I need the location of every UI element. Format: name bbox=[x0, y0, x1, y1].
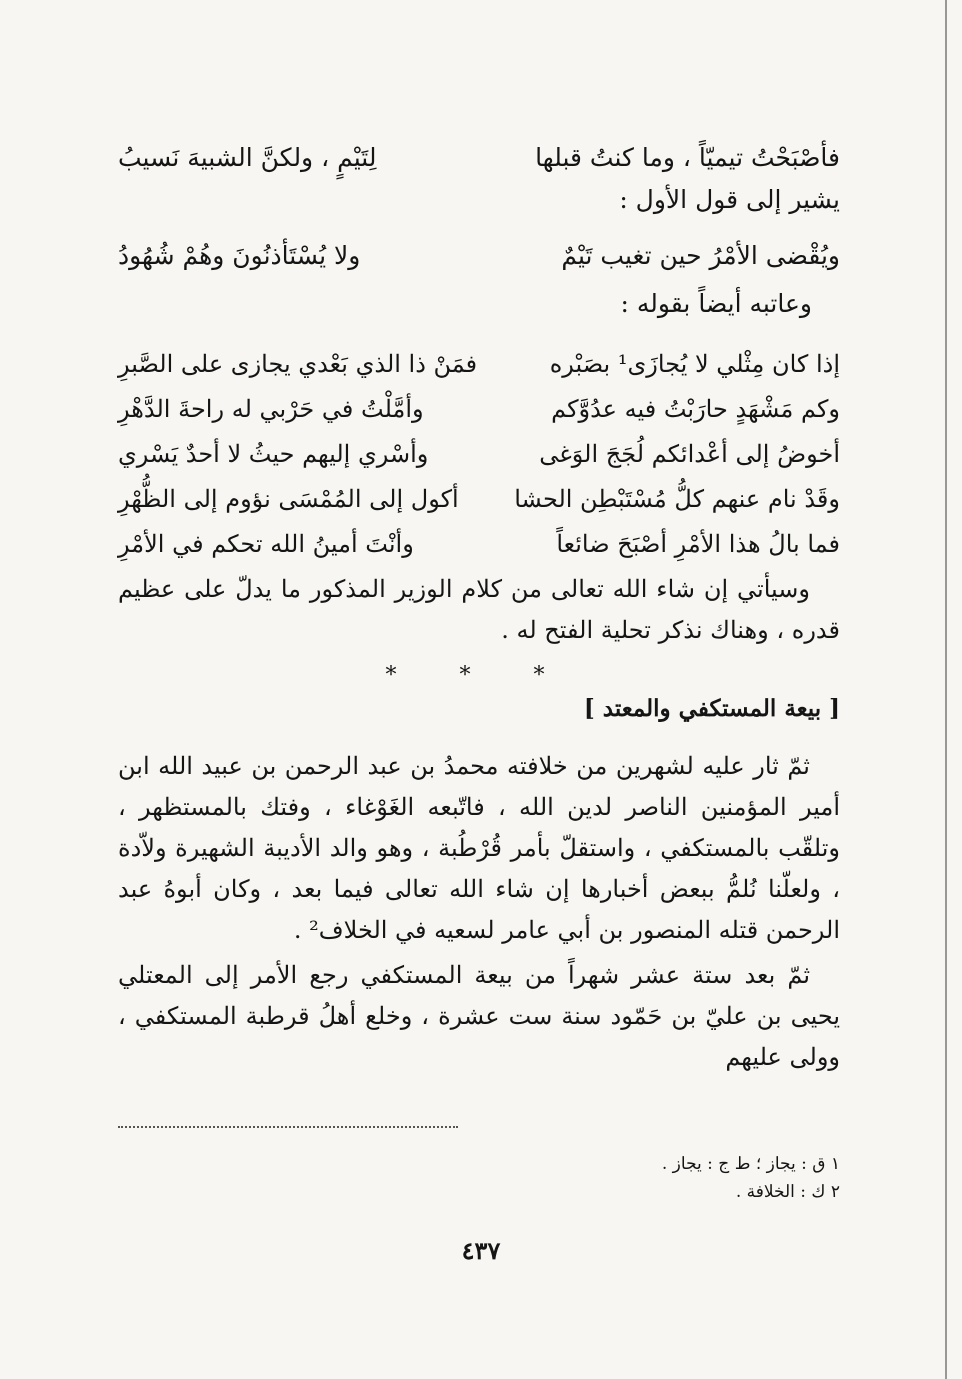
hemistich-left: وأمَّلْتُ في حَرْبي له راحةَ الدَّهْرِ bbox=[118, 395, 424, 423]
verse-top bbox=[118, 138, 840, 178]
hemistich-right: إذا كان مِثْلي لا يُجازَى¹ بصَبْره bbox=[549, 350, 840, 378]
poem-verse bbox=[118, 387, 840, 432]
hemistich-right: ويُقْضى الأمْرُ حين تغيب تَيْمٌ bbox=[561, 241, 840, 270]
main-text bbox=[118, 138, 840, 1078]
hemistich-right: فما بالُ هذا الأمْرِ أصْبَحَ ضائعاً bbox=[556, 530, 840, 558]
hemistich-right: فأصْبَحْتُ تيميّاً ، وما كنتُ قبلها bbox=[535, 143, 840, 172]
poem-verse bbox=[118, 522, 840, 567]
intro-line-2: وعاتبه أيضاً بقوله : bbox=[620, 289, 812, 318]
verse-second bbox=[118, 236, 840, 276]
footnote-2: ٢ ك : الخلافة . bbox=[735, 1182, 840, 1202]
intro-line-1: يشير إلى قول الأول : bbox=[619, 185, 840, 214]
hemistich-left: أكول إلى المُمْسَى نؤوم إلى الظُّهْرِ bbox=[118, 485, 459, 513]
paragraph-1: ثمّ ثار عليه لشهرين من خلافته محمدُ بن عبد الرحمن بن عبيد الله ابن أمير المؤمنين الناصر لدين الله ، فاتّبعه الغَوْغاء ، وفتك بالمستظهر ، وتلقّب بالمستكفي ، واستقلّ بأمر قُرْطُبة ، وهو والد الأديبة الشهيرة ولاّدة ، ولعلّنا نُلمُّ ببعض أخبارها إن شاء الله تعالى فيما بعد ، وكان أبوهُ عبد الرحمن قتله المنصور بن أبي عامر لسعيه في الخلاف² . bbox=[118, 752, 840, 944]
paragraph-2: ثمّ بعد ستة عشر شهراً من بيعة المستكفي رجع الأمر إلى المعتلي يحيى بن عليّ بن حَمّود سنة ست عشرة ، وخلع أهلُ قرطبة المستكفي ، وولى عليهم bbox=[118, 961, 841, 1071]
poem-verse bbox=[118, 432, 840, 477]
hemistich-right: وقَدْ نام عنهم كلُّ مُسْتَبْطِن الحشا bbox=[514, 485, 840, 513]
footnote-1: ١ ق : يجاز ؛ ط ج : يجاز . bbox=[661, 1154, 840, 1174]
hemistich-left: فمَنْ ذا الذي بَعْدي يجازى على الصَّبرِ bbox=[118, 350, 478, 378]
page-edge-line bbox=[945, 0, 947, 1379]
footnotes bbox=[118, 1150, 840, 1206]
poem bbox=[118, 342, 840, 567]
paragraph-after-poem: وسيأتي إن شاء الله تعالى من كلام الوزير المذكور ما يدلّ على عظيم قدره ، وهناك نذكر تحلية الفتح له . bbox=[118, 575, 840, 644]
hemistich-left: وأسْري إليهم حيثُ لا أحدٌ يَسْري bbox=[118, 440, 429, 468]
hemistich-left: ولا يُسْتَأذنُونَ وهُمْ شُهُودُ bbox=[118, 241, 361, 270]
page-number: ٤٣٧ bbox=[461, 1236, 501, 1265]
footnote-divider bbox=[118, 1126, 458, 1128]
poem-verse bbox=[118, 477, 840, 522]
hemistich-left: وأنْتَ أمينُ الله تحكم في الأمْرِ bbox=[118, 530, 414, 558]
hemistich-right: أخوضُ إلى أعْدائكم لُجَجَ الوَغى bbox=[539, 440, 840, 468]
hemistich-left: لِتَيْمٍ ، ولكنَّ الشبيهَ نَسيبُ bbox=[118, 143, 377, 172]
section-separator: * * * bbox=[385, 663, 573, 688]
hemistich-right: وكم مَشْهَدٍ حارَبْتُ فيه عدُوَّكم bbox=[551, 395, 840, 423]
poem-verse bbox=[118, 342, 840, 387]
section-heading: [ بيعة المستكفي والمعتد ] bbox=[583, 695, 840, 722]
